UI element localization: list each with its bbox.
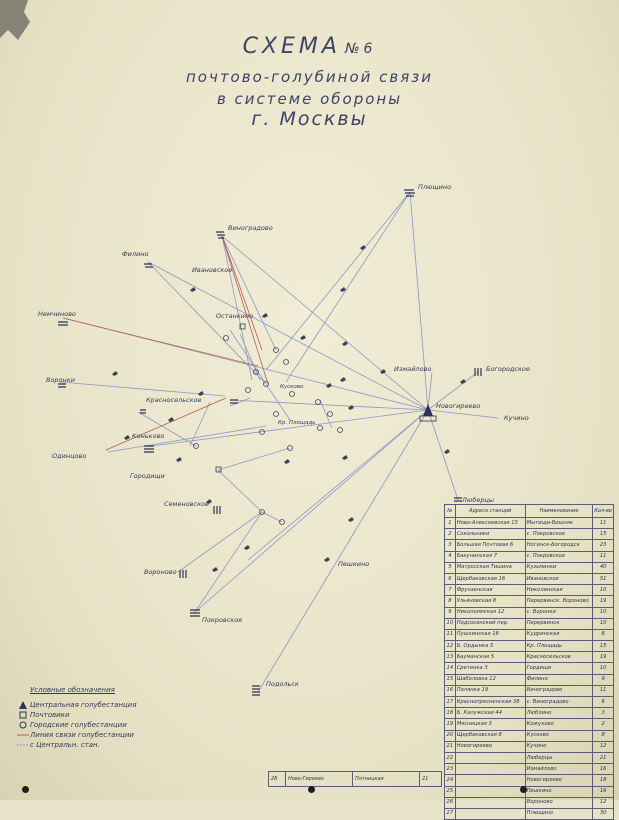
place-label: Подольск xyxy=(266,680,299,688)
link-line xyxy=(148,262,266,384)
row-name: с. Виноградово xyxy=(525,697,593,708)
link-line xyxy=(195,410,428,612)
legend-label: с Центральн. стан. xyxy=(30,741,100,749)
link-line xyxy=(248,410,428,560)
row-count: 16 xyxy=(593,786,614,797)
row-count: 10 xyxy=(593,663,614,674)
table-row xyxy=(445,808,614,819)
link-line xyxy=(428,410,458,500)
city-station-icon xyxy=(290,392,295,397)
city-station-icon xyxy=(284,360,289,365)
pigeon-icon xyxy=(460,379,466,384)
link-line xyxy=(230,398,250,406)
place-label: Городищи xyxy=(130,472,165,480)
row-count: 8 xyxy=(593,730,614,741)
table-row xyxy=(445,663,614,674)
row-address xyxy=(455,764,525,775)
place-label: Люберцы xyxy=(462,496,495,504)
row-address: Краснопресненская 38 xyxy=(455,697,525,708)
loft-icon xyxy=(140,410,146,413)
link-line xyxy=(218,470,262,512)
pigeon-icon xyxy=(244,545,250,550)
row-address: Б. Калужская 44 xyxy=(455,708,525,719)
loft-icon xyxy=(58,322,68,325)
table-header-num: № xyxy=(445,505,456,518)
row-name: Николинская xyxy=(525,585,593,596)
row-num: 6 xyxy=(445,573,456,584)
pigeon-icon xyxy=(284,459,290,464)
row-address: Сокольники xyxy=(455,529,525,540)
place-label: Плющино xyxy=(418,183,452,191)
link-line xyxy=(428,372,432,410)
row-count: 21 xyxy=(593,752,614,763)
link-line xyxy=(218,448,290,470)
square-icon xyxy=(18,711,28,719)
legend-label: Центральная голубестанция xyxy=(30,701,137,709)
pigeon-icon xyxy=(212,567,218,572)
row-count: 16 xyxy=(593,764,614,775)
row-count: 19 xyxy=(593,652,614,663)
table-row xyxy=(445,697,614,708)
row-name: Люблино xyxy=(525,708,593,719)
row-count: 9 xyxy=(593,674,614,685)
table-row xyxy=(445,562,614,573)
place-label: Богородское xyxy=(486,365,530,373)
table-row xyxy=(445,629,614,640)
table-row xyxy=(445,797,614,808)
place-label: Ивановское xyxy=(192,266,233,274)
row-address: Большая Почтовая 6 xyxy=(455,540,525,551)
table-row xyxy=(445,652,614,663)
row-name: с. Покровское xyxy=(525,551,593,562)
corner-tear xyxy=(0,0,30,40)
table-row xyxy=(445,764,614,775)
place-label: Семеновское xyxy=(164,500,209,508)
pigeon-icon xyxy=(340,377,346,382)
binding-hole xyxy=(22,786,29,793)
row-address: Николоямская 12 xyxy=(455,607,525,618)
link-line xyxy=(266,192,410,370)
row-address: Ульяновская 8 xyxy=(455,596,525,607)
loft-icon xyxy=(190,610,200,616)
row-name: Измайлово xyxy=(525,764,593,775)
table-row xyxy=(445,730,614,741)
row-num: 12 xyxy=(445,641,456,652)
row-num: 11 xyxy=(445,629,456,640)
row-name: Мытищи-Вишняк xyxy=(525,518,593,529)
line-icon xyxy=(17,731,29,739)
table-row xyxy=(445,741,614,752)
place-label: Покровское xyxy=(202,616,243,624)
table-row xyxy=(445,573,614,584)
table-row xyxy=(445,752,614,763)
row-count: 23 xyxy=(593,540,614,551)
table-row xyxy=(445,540,614,551)
map-subtitle-1: почтово-голубиной связи xyxy=(185,68,434,86)
loft-icon xyxy=(180,570,186,578)
row-name: Кучино xyxy=(525,741,593,752)
place-label: Измайлово xyxy=(394,365,432,373)
row-name: Ивановское xyxy=(525,573,593,584)
loft-icon xyxy=(230,400,238,403)
central-station-base xyxy=(420,416,436,421)
outer-stations xyxy=(58,190,481,695)
city-station-icon xyxy=(246,388,251,393)
table-row xyxy=(445,641,614,652)
link-line xyxy=(286,192,410,382)
link-line xyxy=(63,318,258,366)
row-address: Пушкинская 18 xyxy=(455,629,525,640)
stations-table xyxy=(444,504,614,820)
footer-address: Ново-Гиреево xyxy=(286,772,353,786)
binding-hole xyxy=(308,786,315,793)
row-name: Кр. Площадь xyxy=(525,641,593,652)
link-line xyxy=(222,236,276,350)
row-address: Сретенка 3 xyxy=(455,663,525,674)
row-name: Кусково xyxy=(525,730,593,741)
row-count: 12 xyxy=(593,797,614,808)
table-header-count: Кол-во xyxy=(593,505,614,518)
loft-icon xyxy=(58,384,66,387)
link-line xyxy=(410,192,428,410)
place-label: Филино xyxy=(122,250,149,258)
city-station-icon xyxy=(316,400,321,405)
row-num: 9 xyxy=(445,607,456,618)
row-num: 19 xyxy=(445,719,456,730)
row-address: Бакунинская 7 xyxy=(455,551,525,562)
pigeon-icon xyxy=(360,245,366,250)
row-num: 26 xyxy=(445,797,456,808)
loft-icon xyxy=(475,368,481,376)
place-label: Пешкино xyxy=(338,560,370,568)
row-address: Щербаковская 8 xyxy=(455,730,525,741)
table-row xyxy=(445,786,614,797)
place-label: Виноградово xyxy=(228,224,273,232)
pigeon-icon xyxy=(324,557,330,562)
row-num: 5 xyxy=(445,562,456,573)
link-line xyxy=(262,512,282,522)
row-num: 2 xyxy=(445,529,456,540)
city-station-icon xyxy=(328,412,333,417)
table-header-name: Наименование xyxy=(525,505,593,518)
row-name: Новогиреево xyxy=(525,775,593,786)
row-name: Гордищи xyxy=(525,663,593,674)
link-line xyxy=(178,512,262,572)
row-count: 6 xyxy=(593,697,614,708)
row-name: с. Воронки xyxy=(525,607,593,618)
table-header-row xyxy=(445,505,614,518)
blue-link-lines xyxy=(60,192,498,692)
link-line xyxy=(195,512,262,612)
map-subtitle-2: в системе обороны xyxy=(216,90,403,108)
row-count: 2 xyxy=(593,719,614,730)
table-body xyxy=(445,518,614,820)
row-name: Филино xyxy=(525,674,593,685)
legend xyxy=(16,686,191,750)
row-name: Кузьминки xyxy=(525,562,593,573)
table-row xyxy=(445,685,614,696)
table-row xyxy=(445,518,614,529)
row-num: 27 xyxy=(445,808,456,819)
pigeon-icon xyxy=(112,371,118,376)
row-count: 15 xyxy=(593,641,614,652)
table-row xyxy=(445,618,614,629)
table-row xyxy=(445,585,614,596)
row-address xyxy=(455,775,525,786)
loft-icon xyxy=(144,446,154,452)
link-line xyxy=(258,410,428,692)
pigeon-icon xyxy=(124,435,130,440)
row-address: Фрунзенская xyxy=(455,585,525,596)
place-label: Вороново xyxy=(144,568,177,576)
row-address xyxy=(455,808,525,819)
row-address: Б. Ордынка 5 xyxy=(455,641,525,652)
pigeon-icon xyxy=(444,449,450,454)
pigeon-icon xyxy=(300,335,306,340)
row-count: 10 xyxy=(593,607,614,618)
row-address: Бауманская 5 xyxy=(455,652,525,663)
map-title: СХЕМА №6 xyxy=(242,34,377,59)
city-station-icon xyxy=(274,412,279,417)
row-count: 11 xyxy=(593,551,614,562)
row-count: 51 xyxy=(593,573,614,584)
row-name: Вороново xyxy=(525,797,593,808)
link-line xyxy=(152,410,428,446)
row-num: 25 xyxy=(445,786,456,797)
footer-num: 28 xyxy=(269,772,286,786)
row-num: 1 xyxy=(445,518,456,529)
row-name: Красносельское xyxy=(525,652,593,663)
row-count: 11 xyxy=(593,518,614,529)
link-line xyxy=(240,334,260,380)
place-label: Новогиреево xyxy=(436,402,481,410)
legend-item xyxy=(16,720,191,730)
pigeon-icon xyxy=(348,517,354,522)
row-count: 12 xyxy=(593,741,614,752)
row-address xyxy=(455,797,525,808)
city-station-icon xyxy=(224,336,229,341)
row-address xyxy=(455,786,525,797)
row-count: 19 xyxy=(593,596,614,607)
legend-label: Почтовики xyxy=(30,711,70,719)
city-station-icon xyxy=(318,426,323,431)
link-line xyxy=(138,412,196,446)
legend-item xyxy=(16,740,191,750)
place-label: Коньково xyxy=(132,432,165,440)
row-address: Подсосенский пер. xyxy=(455,618,525,629)
row-name: Кудринская xyxy=(525,629,593,640)
link-line xyxy=(230,400,428,410)
row-num: 7 xyxy=(445,585,456,596)
city-stations xyxy=(194,336,343,525)
table-footer-row xyxy=(268,771,442,787)
row-name: с. Покровское xyxy=(525,529,593,540)
row-address: Полянка 19 xyxy=(455,685,525,696)
place-label: Кусково xyxy=(280,384,304,390)
row-count: 15 xyxy=(593,529,614,540)
row-num: 10 xyxy=(445,618,456,629)
link-line xyxy=(428,410,498,418)
pigeon-icon xyxy=(342,455,348,460)
table-row xyxy=(445,596,614,607)
row-name: Кожухово xyxy=(525,719,593,730)
row-num: 24 xyxy=(445,775,456,786)
row-num: 21 xyxy=(445,741,456,752)
row-num: 15 xyxy=(445,674,456,685)
row-num: 4 xyxy=(445,551,456,562)
dash-line-icon xyxy=(17,741,29,749)
row-count: 3 xyxy=(593,708,614,719)
row-count: 6 xyxy=(593,629,614,640)
row-address: Шаболовка 12 xyxy=(455,674,525,685)
row-address xyxy=(455,752,525,763)
place-label: Воронки xyxy=(46,376,75,384)
legend-item xyxy=(16,700,191,710)
row-num: 20 xyxy=(445,730,456,741)
triangle-icon xyxy=(18,701,28,709)
city-station-icon xyxy=(338,428,343,433)
place-label: Кучино xyxy=(504,414,529,422)
table-row xyxy=(445,674,614,685)
row-name: Перервинск. Вороново xyxy=(525,596,593,607)
circle-icon xyxy=(18,721,28,729)
row-num: 14 xyxy=(445,663,456,674)
table-row xyxy=(445,775,614,786)
row-num: 23 xyxy=(445,764,456,775)
row-num: 16 xyxy=(445,685,456,696)
place-label: Красносельское xyxy=(146,396,202,404)
table-row xyxy=(445,551,614,562)
row-address: Щербаковская 16 xyxy=(455,573,525,584)
row-name: Люберцы xyxy=(525,752,593,763)
row-count: 30 xyxy=(593,808,614,819)
pigeon-icon xyxy=(176,457,182,462)
table-header-address: Адреса станций xyxy=(455,505,525,518)
place-label: Кр. Площадь xyxy=(278,420,316,426)
row-address: Ново-Алексеевская 15 xyxy=(455,518,525,529)
loft-icon xyxy=(404,190,415,196)
row-address: Мясницкая 3 xyxy=(455,719,525,730)
table-row xyxy=(445,708,614,719)
place-label: Останкино xyxy=(216,312,254,320)
row-address: Матросская Тишина xyxy=(455,562,525,573)
table-row xyxy=(445,607,614,618)
row-count: 18 xyxy=(593,775,614,786)
pigeon-icon xyxy=(190,287,196,292)
row-num: 18 xyxy=(445,708,456,719)
row-num: 17 xyxy=(445,697,456,708)
row-name: Пешкино xyxy=(525,786,593,797)
row-name: Ногинск-Богородск xyxy=(525,540,593,551)
legend-item xyxy=(16,710,191,720)
row-count: 11 xyxy=(593,685,614,696)
loft-icon xyxy=(214,506,220,514)
place-label: Одинцово xyxy=(52,452,87,460)
legend-item xyxy=(16,730,191,740)
row-num: 22 xyxy=(445,752,456,763)
row-count: 10 xyxy=(593,618,614,629)
table-row xyxy=(445,529,614,540)
row-num: 13 xyxy=(445,652,456,663)
row-count: 40 xyxy=(593,562,614,573)
pigeon-icon xyxy=(262,313,268,318)
row-address: Новогиреево xyxy=(455,741,525,752)
footer-name: Пятницкая xyxy=(353,772,420,786)
pigeon-icon xyxy=(326,383,332,388)
row-name: Виноградово xyxy=(525,685,593,696)
pigeon-marks xyxy=(112,245,466,572)
row-count: 10 xyxy=(593,585,614,596)
legend-heading: Условные обозначения xyxy=(30,686,115,694)
row-num: 8 xyxy=(445,596,456,607)
row-name: Плющино xyxy=(525,808,593,819)
row-num: 3 xyxy=(445,540,456,551)
binding-hole xyxy=(520,786,527,793)
legend-label: Линия связи голубестанции xyxy=(30,731,134,739)
table-row xyxy=(445,719,614,730)
place-label: Немчиново xyxy=(38,310,76,318)
footer-count: 21 xyxy=(422,776,429,782)
map-subtitle-3: г. Москвы xyxy=(251,108,368,130)
legend-label: Городские голубестанции xyxy=(30,721,127,729)
row-name: Перервинск. xyxy=(525,618,593,629)
